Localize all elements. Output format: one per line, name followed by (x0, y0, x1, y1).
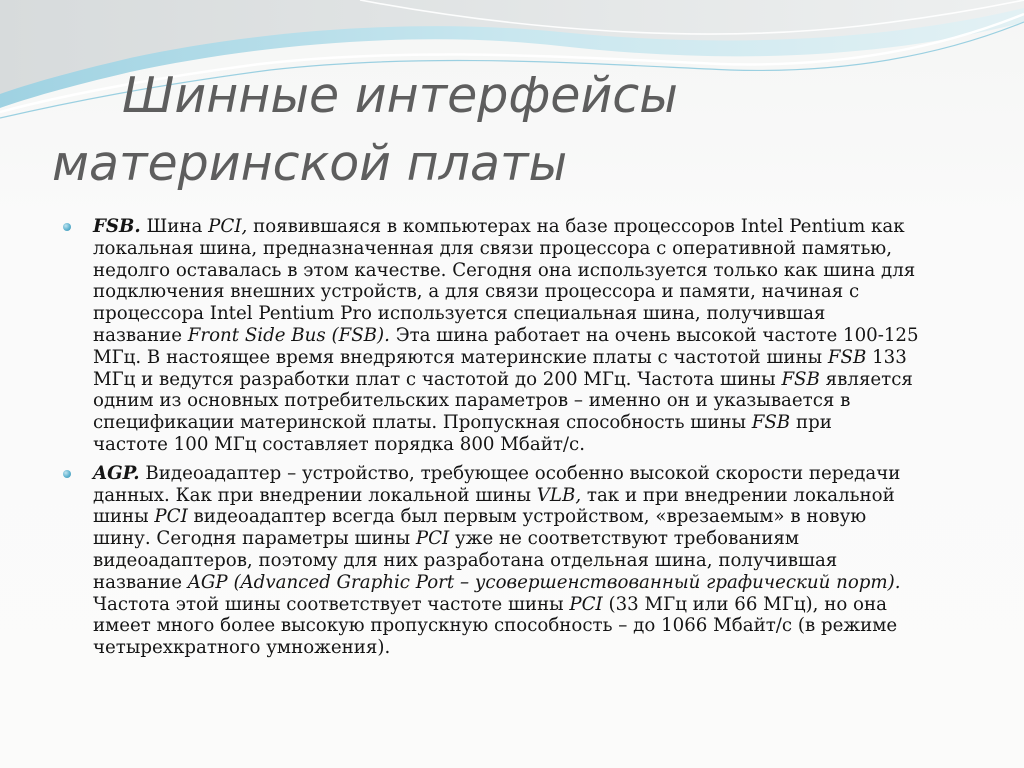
text-run: при (790, 412, 832, 434)
text-run-italic: VLB, (536, 484, 582, 506)
text-run: четырехкратного умножения). (93, 637, 391, 659)
text-line (93, 369, 960, 391)
text-run-italic: FSB (827, 346, 867, 368)
bullet-item-fsb (60, 216, 960, 456)
text-run-italic: FSB (751, 412, 791, 434)
text-line (93, 485, 960, 507)
text-line (93, 390, 960, 412)
text-run: (33 МГц или 66 МГц), но она (602, 593, 887, 615)
text-run: подключения внешних устройств, а для связи процессора и памяти, начиная с (93, 281, 860, 303)
text-run-italic: PCI (569, 593, 603, 615)
text-run: название (93, 571, 188, 593)
text-line (93, 216, 960, 238)
text-run: МГц и ведутся разработки плат с частотой до 200 МГц. Частота шины (93, 368, 782, 390)
text-run: является (819, 368, 913, 390)
text-run: видеоадаптеров, поэтому для них разработана отдельная шина, получившая (93, 549, 838, 571)
text-run: частоте 100 МГц составляет порядка 800 Мбайт/с. (93, 433, 585, 455)
text-run-italic: PCI (415, 528, 450, 550)
text-run: процессора Intel Pentium Pro используется специальная шина, получившая (93, 303, 826, 325)
text-line (93, 325, 960, 347)
text-run: Шина (140, 216, 209, 237)
text-run: МГц. В настоящее время внедряются материнские платы с частотой шины (93, 346, 828, 368)
text-run-italic: Front Side Bus (FSB). (187, 324, 390, 346)
text-run: так и при внедрении локальной (581, 484, 895, 506)
text-run: недолго оставалась в этом качестве. Сегодня она используется только как шина для (93, 259, 916, 281)
text-run: шины (93, 506, 155, 528)
text-run-italic: PCI (154, 506, 188, 528)
text-run: 133 (866, 346, 907, 368)
text-run-italic: PCI, (208, 216, 248, 237)
text-run: уже не соответствуют требованиям (449, 528, 800, 550)
text-line (93, 506, 960, 528)
text-run: появившаяся в компьютерах на базе процессоров Intel Pentium как (247, 216, 905, 237)
text-line (93, 303, 960, 325)
text-line (93, 572, 960, 594)
text-line (93, 637, 960, 659)
text-run-italic: AGP (Advanced Graphic Port – усовершенствованный графический порт). (187, 571, 901, 593)
text-line (93, 615, 960, 637)
text-line (93, 528, 960, 550)
text-run: данных. Как при внедрении локальной шины (93, 484, 537, 506)
slide-title (52, 62, 952, 198)
term-label: AGP. (93, 462, 140, 484)
text-line (93, 412, 960, 434)
text-run: шину. Сегодня параметры шины (93, 528, 416, 550)
title-line: материнской платы (52, 135, 568, 192)
text-line (93, 550, 960, 572)
text-run: Видеоадаптер – устройство, требующее особенно высокой скорости передачи (139, 462, 901, 484)
bullet-item-agp (60, 463, 960, 659)
text-run: видеоадаптер всегда был первым устройством, «врезаемым» в новую (187, 506, 867, 528)
text-run: Эта шина работает на очень высокой частоте 100-125 (389, 324, 919, 346)
bullet-list (60, 216, 960, 666)
text-line (93, 594, 960, 616)
text-line (93, 347, 960, 369)
text-run: название (93, 324, 188, 346)
text-run: одним из основных потребительских параметров – именно он и указывается в (93, 390, 851, 412)
bullet-icon (63, 470, 71, 478)
text-run: Частота этой шины соответствует частоте шины (93, 593, 570, 615)
text-line (93, 434, 960, 456)
text-line (93, 238, 960, 260)
text-run-italic: FSB (781, 368, 820, 390)
title-line: Шинные интерфейсы (122, 67, 678, 124)
text-line (93, 281, 960, 303)
text-line (93, 463, 960, 485)
bullet-icon (63, 223, 71, 231)
text-run: спецификации материнской платы. Пропускная способность шины (93, 412, 752, 434)
term-label: FSB. (93, 216, 141, 237)
text-line (93, 260, 960, 282)
text-run: имеет много более высокую пропускную способность – до 1066 Мбайт/с (в режиме (93, 615, 898, 637)
text-run: локальная шина, предназначенная для связи процессора с оперативной памятью, (93, 237, 892, 259)
